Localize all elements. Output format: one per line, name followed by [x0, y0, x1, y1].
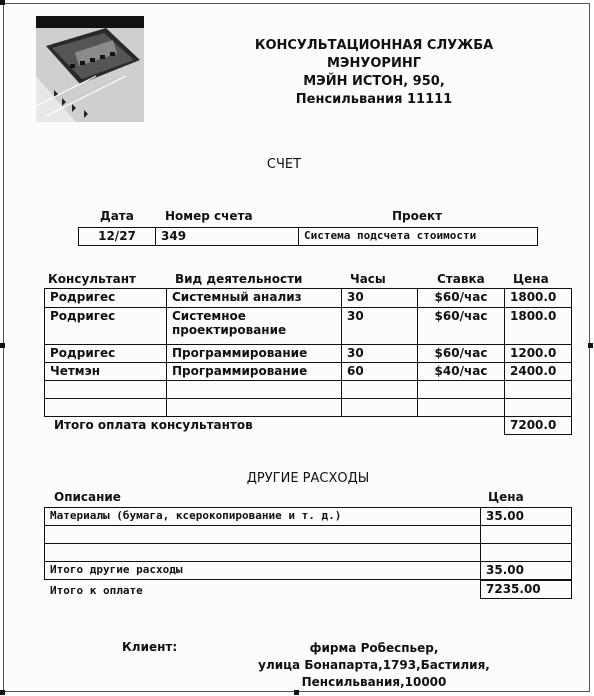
client-state: Пенсильвания,10000: [301, 675, 447, 689]
project-header: Проект: [392, 209, 443, 223]
company-subname: МЭНУОРИНГ: [326, 56, 421, 71]
grand-total-label: Итого к оплате: [50, 584, 143, 597]
activity-col-header: Вид деятельности: [175, 272, 303, 286]
side-handle: [0, 343, 5, 348]
rate-cell: $60/час: [417, 307, 505, 345]
hours-cell: [341, 380, 418, 399]
price-cell: [480, 543, 572, 562]
rate-cell: [417, 380, 505, 399]
price-cell: 1200.0: [504, 344, 572, 363]
activity-cell: [166, 380, 342, 399]
table-row: [44, 288, 572, 308]
hours-cell: 60: [341, 362, 418, 381]
consultant-cell: Родригес: [44, 307, 167, 345]
document-title: СЧЕТ: [266, 157, 302, 172]
description-cell: Материалы (бумага, ксерокопирование и т. д.): [44, 507, 481, 526]
rate-cell: $40/час: [417, 362, 505, 381]
company-state: Пенсильвания 11111: [295, 92, 453, 107]
subtotal-label: Итого другие расходы: [44, 561, 481, 580]
price-cell: 35.00: [480, 507, 572, 526]
rate-cell: [417, 398, 505, 417]
price-cell: [480, 525, 572, 544]
date-header: Дата: [100, 209, 134, 223]
other-expenses-title: ДРУГИЕ РАСХОДЫ: [246, 471, 370, 486]
company-address: МЭЙН ИСТОН, 950,: [303, 74, 445, 89]
consultants-table: [44, 288, 572, 417]
corner-handle: [0, 0, 5, 5]
activity-cell: Системное проектирование: [166, 307, 342, 345]
company-header: [204, 37, 544, 109]
invoice-number-header: Номер счета: [165, 209, 253, 223]
client-label: Клиент:: [122, 640, 178, 654]
rate-cell: $60/час: [417, 344, 505, 363]
other-price-col-header: Цена: [488, 490, 524, 504]
price-cell: 2400.0: [504, 362, 572, 381]
side-handle: [588, 343, 593, 348]
client-street: улица Бонапарта,1793,Бастилия,: [258, 658, 490, 672]
company-name: КОНСУЛЬТАЦИОННАЯ СЛУЖБА: [254, 38, 494, 53]
client-address: [234, 640, 514, 691]
grand-total-value: 7235.00: [480, 580, 572, 599]
hours-cell: 30: [341, 344, 418, 363]
rate-col-header: Ставка: [437, 272, 485, 286]
corner-handle: [0, 690, 5, 695]
table-row: [44, 380, 572, 399]
consultant-col-header: Консультант: [48, 272, 136, 286]
invoice-number-value: 349: [155, 227, 299, 246]
hours-cell: 30: [341, 288, 418, 308]
consultant-cell: Родригес: [44, 288, 167, 308]
description-cell: [44, 525, 481, 544]
table-row: [44, 307, 572, 345]
table-row: [44, 398, 572, 417]
table-row: [44, 543, 572, 562]
hours-cell: 30: [341, 307, 418, 345]
table-row: [44, 525, 572, 544]
rate-cell: $60/час: [417, 288, 505, 308]
consultants-total-label: Итого оплата консультантов: [54, 418, 253, 432]
price-cell: [504, 380, 572, 399]
activity-cell: Системный анализ: [166, 288, 342, 308]
consultant-cell: [44, 380, 167, 399]
date-value: 12/27: [78, 227, 156, 246]
price-col-header: Цена: [513, 272, 549, 286]
consultants-total-value: 7200.0: [504, 416, 572, 435]
logo-image: [36, 16, 144, 122]
description-col-header: Описание: [54, 490, 121, 504]
invoice-page: [3, 3, 590, 692]
table-row: [44, 507, 572, 526]
price-cell: [504, 398, 572, 417]
hours-col-header: Часы: [350, 272, 386, 286]
price-cell: 1800.0: [504, 307, 572, 345]
consultant-cell: Четмэн: [44, 362, 167, 381]
subtotal-value: 35.00: [480, 561, 572, 580]
consultant-cell: [44, 398, 167, 417]
table-row: [44, 344, 572, 363]
activity-cell: [166, 398, 342, 417]
project-value: Система подсчета стоимости: [298, 227, 538, 246]
client-name: фирма Робеспьер,: [309, 641, 439, 655]
subtotal-row: [44, 561, 572, 580]
price-cell: 1800.0: [504, 288, 572, 308]
table-row: [44, 362, 572, 381]
activity-cell: Программирование: [166, 344, 342, 363]
description-cell: [44, 543, 481, 562]
consultant-cell: Родригес: [44, 344, 167, 363]
hours-cell: [341, 398, 418, 417]
activity-cell: Программирование: [166, 362, 342, 381]
bottom-handle: [294, 690, 299, 695]
